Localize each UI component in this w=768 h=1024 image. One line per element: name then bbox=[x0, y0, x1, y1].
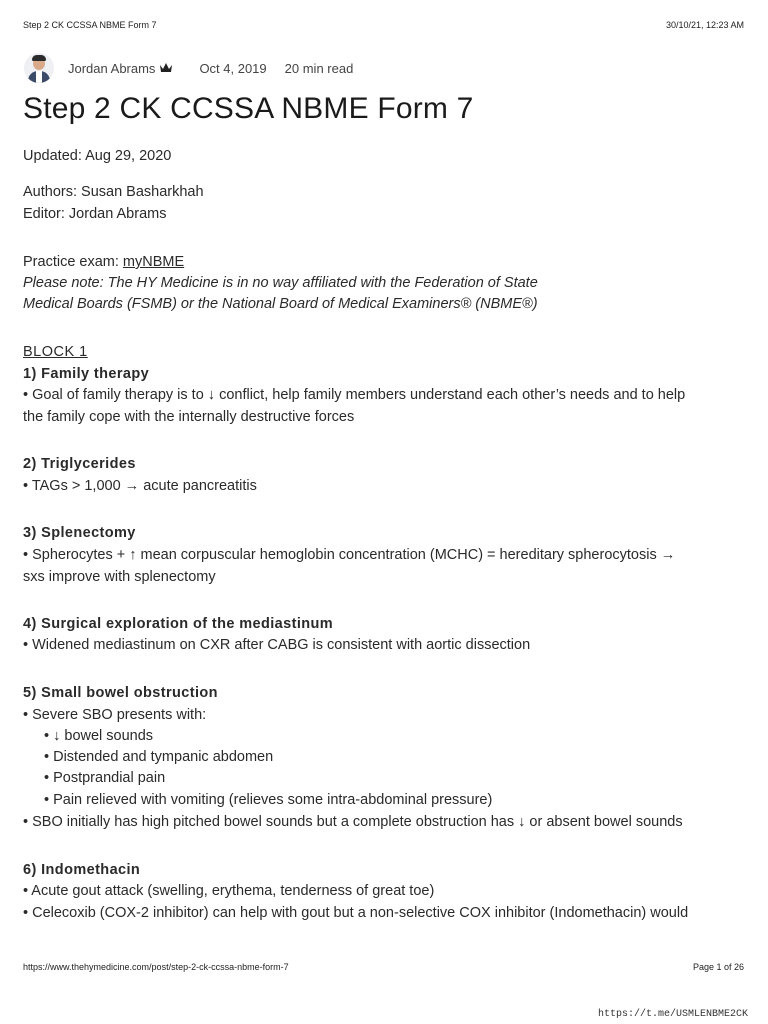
editor-line: Editor: Jordan Abrams bbox=[23, 206, 167, 222]
page-title: Step 2 CK CCSSA NBME Form 7 bbox=[23, 92, 474, 125]
section-heading: 3) Splenectomy bbox=[23, 525, 136, 541]
section-text: • Acute gout attack (swelling, erythema, tenderness of great toe) bbox=[23, 883, 435, 899]
section-text: • Celecoxib (COX-2 inhibitor) can help with gout but a non-selective COX inhibitor (Indomethacin) would bbox=[23, 905, 689, 921]
section-subtext: • Pain relieved with vomiting (relieves some intra-abdominal pressure) bbox=[44, 792, 493, 808]
read-time: 20 min read bbox=[284, 60, 354, 76]
section-text: sxs improve with splenectomy bbox=[23, 569, 216, 585]
post-date: Oct 4, 2019 bbox=[199, 60, 267, 76]
print-header-datetime: 30/10/21, 12:23 AM bbox=[665, 20, 744, 30]
section-text: • Goal of family therapy is to ↓ conflict, help family members understand each other’s needs and to help bbox=[23, 387, 686, 403]
section-text: • TAGs > 1,000 → acute pancreatitis bbox=[23, 478, 257, 494]
section-text: • Spherocytes + ↑ mean corpuscular hemoglobin concentration (MCHC) = hereditary spherocytosis → bbox=[23, 547, 676, 563]
mynbme-link[interactable]: myNBME bbox=[122, 254, 185, 270]
section-text: • Severe SBO presents with: bbox=[23, 707, 207, 723]
author-row bbox=[24, 54, 353, 82]
block-heading: BLOCK 1 bbox=[23, 344, 88, 360]
updated-date: Updated: Aug 29, 2020 bbox=[23, 148, 172, 164]
practice-exam-line bbox=[23, 252, 184, 274]
page-number: Page 1 of 26 bbox=[692, 962, 744, 972]
print-header-title: Step 2 CK CCSSA NBME Form 7 bbox=[23, 20, 157, 30]
watermark-link: https://t.me/USMLENBME2CK bbox=[597, 1009, 748, 1020]
section-text: • Widened mediastinum on CXR after CABG is consistent with aortic dissection bbox=[23, 637, 531, 653]
section-heading: 2) Triglycerides bbox=[23, 456, 136, 472]
author-name[interactable]: Jordan Abrams bbox=[68, 60, 156, 76]
section-heading: 6) Indomethacin bbox=[23, 862, 141, 878]
disclaimer-line-2: Medical Boards (FSMB) or the National Board of Medical Examiners® (NBME®) bbox=[23, 296, 538, 312]
section-text: the family cope with the internally destructive forces bbox=[23, 409, 355, 425]
section-text: • SBO initially has high pitched bowel sounds but a complete obstruction has ↓ or absent bowel sounds bbox=[23, 814, 683, 830]
disclaimer-line-1: Please note: The HY Medicine is in no way affiliated with the Federation of State bbox=[23, 275, 538, 291]
section-heading: 4) Surgical exploration of the mediastinum bbox=[23, 616, 334, 632]
section-heading: 5) Small bowel obstruction bbox=[23, 685, 218, 701]
section-subtext: • ↓ bowel sounds bbox=[44, 728, 154, 744]
section-heading: 1) Family therapy bbox=[23, 366, 150, 382]
practice-exam-label: Practice exam: bbox=[23, 254, 123, 270]
authors-line: Authors: Susan Basharkhah bbox=[23, 184, 204, 200]
section-subtext: • Distended and tympanic abdomen bbox=[44, 749, 274, 765]
section-subtext: • Postprandial pain bbox=[44, 770, 166, 786]
crown-icon bbox=[159, 61, 173, 76]
avatar[interactable] bbox=[24, 53, 54, 83]
footer-url: https://www.thehymedicine.com/post/step-2-ck-ccssa-nbme-form-7 bbox=[23, 962, 289, 972]
